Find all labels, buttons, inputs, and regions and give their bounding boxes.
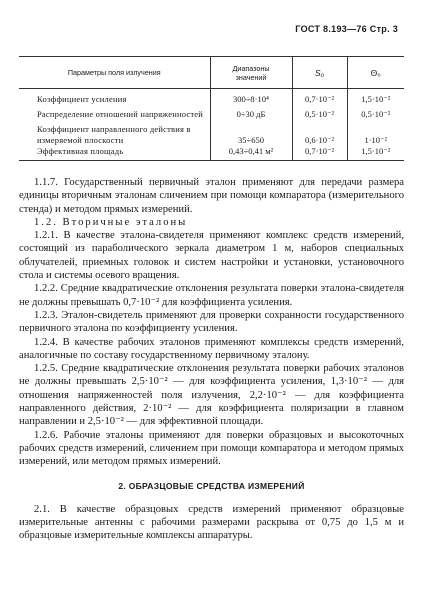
param-cell: Распределение отношений напряженностей <box>37 109 203 119</box>
table-row <box>19 146 404 161</box>
table-header-row <box>19 57 404 89</box>
paragraph-1-2-2: 1.2.2. Средние квадратические отклонения результата поверки эталона-свидетеля не должны превышать 0,7·10⁻² для коэффициента усиления. <box>19 283 404 308</box>
paragraph-1-2-5: 1.2.5. Средние квадратические отклонения результата поверки рабочих эталонов не должны превышать 2,5·10⁻² — для коэффициента усиления, 1,3·10⁻² — для отношения напряженностей поля излучения, 2,2·10⁻² — для коэффициента направленного действия, 2·10⁻² — для коэффициента поляризации в главном направлении и 2,5·10⁻² — для эффективной площади. <box>19 363 404 428</box>
s0-cell: 0,5·10⁻² <box>292 105 347 120</box>
param-cell: Эффективная площадь <box>19 146 210 161</box>
column-header-s0: S₀ <box>292 57 347 89</box>
section-heading-2: 2. ОБРАЗЦОВЫЕ СРЕДСТВА ИЗМЕРЕНИЙ <box>118 480 305 491</box>
theta0-cell: 1,5·10⁻² <box>347 146 404 161</box>
s0-cell: 0,7·10⁻² <box>292 89 347 106</box>
range-cell: 35÷650 <box>210 120 292 146</box>
paragraph-1-2-1: 1.2.1. В качестве эталона-свидетеля применяют комплекс средств измерений, состоящий из параболического зеркала диаметром 1 м, наборов специальных облучателей, приемных головок и систем настройки и установки, установочного стола и системы осевого вращения. <box>19 230 404 282</box>
column-header-ranges: Диапазоны значений <box>210 57 292 89</box>
theta0-cell: 0,5·10⁻² <box>347 105 404 120</box>
paragraph-1-1-7: 1.1.7. Государственный первичный эталон применяют для передачи размера единицы вторичным эталонам сличением при помощи компаратора (измерительного стенда) и методом прямых измерений. <box>19 177 404 215</box>
paragraph-1-2-3: 1.2.3. Эталон-свидетель применяют для проверки сохранности государственного первичного эталона по коэффициенту усиления. <box>19 309 404 335</box>
paragraph-1-2-6: 1.2.6. Рабочие эталоны применяют для поверки образцовых и высокоточных рабочих средств измерений, сличением при помощи компаратора и методом прямых измерений, или методом прямых измерений. <box>19 429 404 468</box>
page-header: ГОСТ 8.193—76 Стр. 3 <box>295 24 398 34</box>
s0-cell: 0,7·10⁻² <box>292 146 347 161</box>
range-cell: 0,43÷0,41 м² <box>210 146 292 161</box>
param-cell: Коэффициент усиления <box>37 94 127 104</box>
column-header-theta0: Θ₀ <box>347 57 404 89</box>
parameters-table <box>19 56 404 161</box>
range-cell: 0÷30 дБ <box>210 105 292 120</box>
range-cell: 300÷8·10⁴ <box>210 89 292 106</box>
column-header-parameters: Параметры поля излучения <box>19 57 210 89</box>
paragraph-1-2-4: 1.2.4. В качестве рабочих эталонов применяют комплексы средств измерений, аналогичные по составу государственному первичному эталону. <box>19 336 404 361</box>
paragraph-2-1: 2.1. В качестве образцовых средств измерений применяют образцовые измерительные антенны с рабочими размерами раскрыва от 0,75 до 1,5 м и образцовые измерительные комплексы аппаратуры. <box>19 503 404 542</box>
subsection-heading-1-2: 1.2. Вторичные эталоны <box>34 216 188 228</box>
body-text <box>19 176 404 543</box>
s0-cell: 0,6·10⁻² <box>292 120 347 146</box>
table-row <box>19 120 404 146</box>
param-cell: Коэффициент направленного действия в измеряемой плоскости <box>37 124 191 145</box>
theta0-cell: 1·10⁻² <box>347 120 404 146</box>
table-row <box>19 105 404 120</box>
table-row <box>19 89 404 106</box>
theta0-cell: 1,5·10⁻² <box>347 89 404 106</box>
